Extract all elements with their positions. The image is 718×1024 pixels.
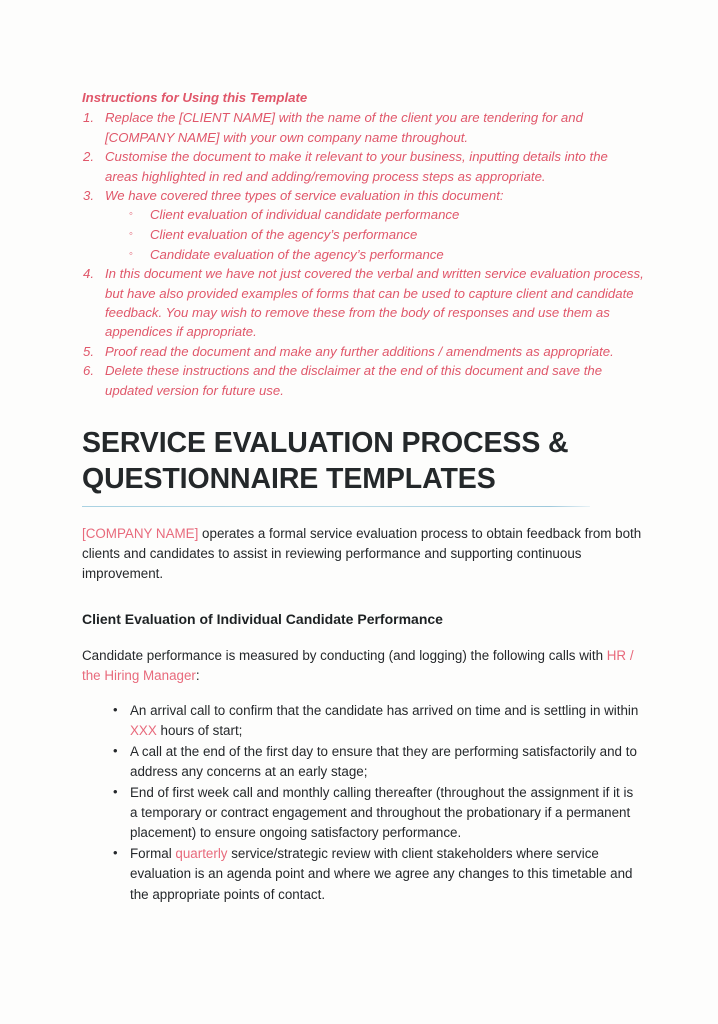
instruction-subitem-text: Client evaluation of the agency’s performance: [150, 227, 418, 243]
document-title: SERVICE EVALUATION PROCESS & QUESTIONNAIRE TEMPLATES: [82, 427, 569, 496]
list-item-text-before: A call at the end of the first day to ensure that they are performing satisfactorily and to address any concerns at an early stage;: [130, 743, 637, 780]
instruction-item: [82, 108, 644, 147]
instructions-heading: Instructions for Using this Template: [82, 90, 308, 105]
intro-paragraph-text: operates a formal service evaluation process to obtain feedback from both clients and candidates to assist in reviewing performance and supporting continuous improvement.: [82, 526, 642, 581]
instruction-item: [82, 361, 644, 400]
section-heading: Client Evaluation of Individual Candidate Performance: [82, 611, 443, 628]
instruction-subitem-text: Candidate evaluation of the agency’s performance: [150, 246, 444, 262]
instruction-text: We have covered three types of service evaluation in this document:: [105, 188, 504, 204]
bullet-dot-icon: •: [113, 742, 118, 758]
instruction-subitem: [105, 225, 644, 245]
instruction-text: Proof read the document and make any further additions / amendments as appropriate.: [105, 343, 614, 359]
list-item-highlight: quarterly: [175, 845, 228, 861]
instruction-number: 5.: [83, 343, 94, 359]
call-types-list: [82, 701, 644, 905]
title-divider: [82, 506, 590, 507]
instruction-sublist: [105, 205, 644, 264]
instruction-text: Replace the [CLIENT NAME] with the name of the client you are tendering for and [COMPANY NAME] with your own company name throughout.: [105, 110, 583, 145]
instruction-number: 6.: [83, 363, 94, 379]
list-item-text-before: Formal: [130, 845, 176, 861]
circle-outline-icon: ◦: [129, 247, 133, 260]
instruction-item: [82, 147, 644, 186]
instruction-number: 3.: [83, 188, 94, 204]
lead-in-highlight: HR / the Hiring Manager: [82, 648, 634, 684]
instruction-item: [82, 186, 644, 264]
list-item-text-after: service/strategic review with client stakeholders where service evaluation is an agenda point and where we agree any changes to this timetable and the appropriate points of contact.: [130, 845, 633, 902]
instruction-number: 4.: [83, 266, 94, 282]
company-name-placeholder: [COMPANY NAME]: [82, 526, 199, 542]
instruction-subitem-text: Client evaluation of individual candidate performance: [150, 207, 460, 223]
instruction-item: [82, 264, 644, 342]
circle-outline-icon: ◦: [129, 228, 133, 241]
bullet-dot-icon: •: [113, 783, 118, 799]
list-item: [82, 742, 644, 783]
lead-in-text-after: :: [195, 668, 200, 684]
circle-outline-icon: ◦: [129, 208, 133, 221]
instruction-item: [82, 342, 644, 361]
bullet-dot-icon: •: [113, 702, 118, 718]
list-item: [82, 844, 644, 905]
instruction-subitem: [105, 205, 644, 225]
list-item-text-before: An arrival call to confirm that the candidate has arrived on time and is settling in within: [130, 703, 639, 719]
intro-paragraph: [82, 524, 644, 583]
list-item-highlight: XXX: [130, 723, 157, 739]
instruction-subitem: [105, 245, 644, 265]
list-item-text-before: End of first week call and monthly calling thereafter (throughout the assignment if it is a temporary or contract engagement and throughout the probationary if a permanent placement) to ensure ongoing satisfactory performance.: [130, 784, 634, 841]
list-item: [82, 783, 644, 844]
instruction-number: 2.: [83, 149, 94, 165]
list-item: [82, 701, 644, 742]
page-content: [82, 88, 644, 905]
bullet-dot-icon: •: [113, 844, 118, 860]
instruction-number: 1.: [83, 110, 94, 126]
instruction-text: In this document we have not just covered the verbal and written service evaluation process, but have also provided examples of forms that can be used to capture client and candidate feedback. You may wish to remove these from the body of responses and use them as appendices if appropriate.: [105, 266, 644, 340]
lead-in-text-before: Candidate performance is measured by conducting (and logging) the following calls with: [82, 648, 607, 664]
instruction-text: Customise the document to make it relevant to your business, inputting details into the areas highlighted in red and adding/removing process steps as appropriate.: [105, 149, 608, 184]
section-lead-in: [82, 646, 644, 686]
list-item-text-after: hours of start;: [156, 723, 243, 739]
instruction-text: Delete these instructions and the disclaimer at the end of this document and save the updated version for future use.: [105, 363, 603, 398]
instructions-list: [82, 108, 644, 400]
